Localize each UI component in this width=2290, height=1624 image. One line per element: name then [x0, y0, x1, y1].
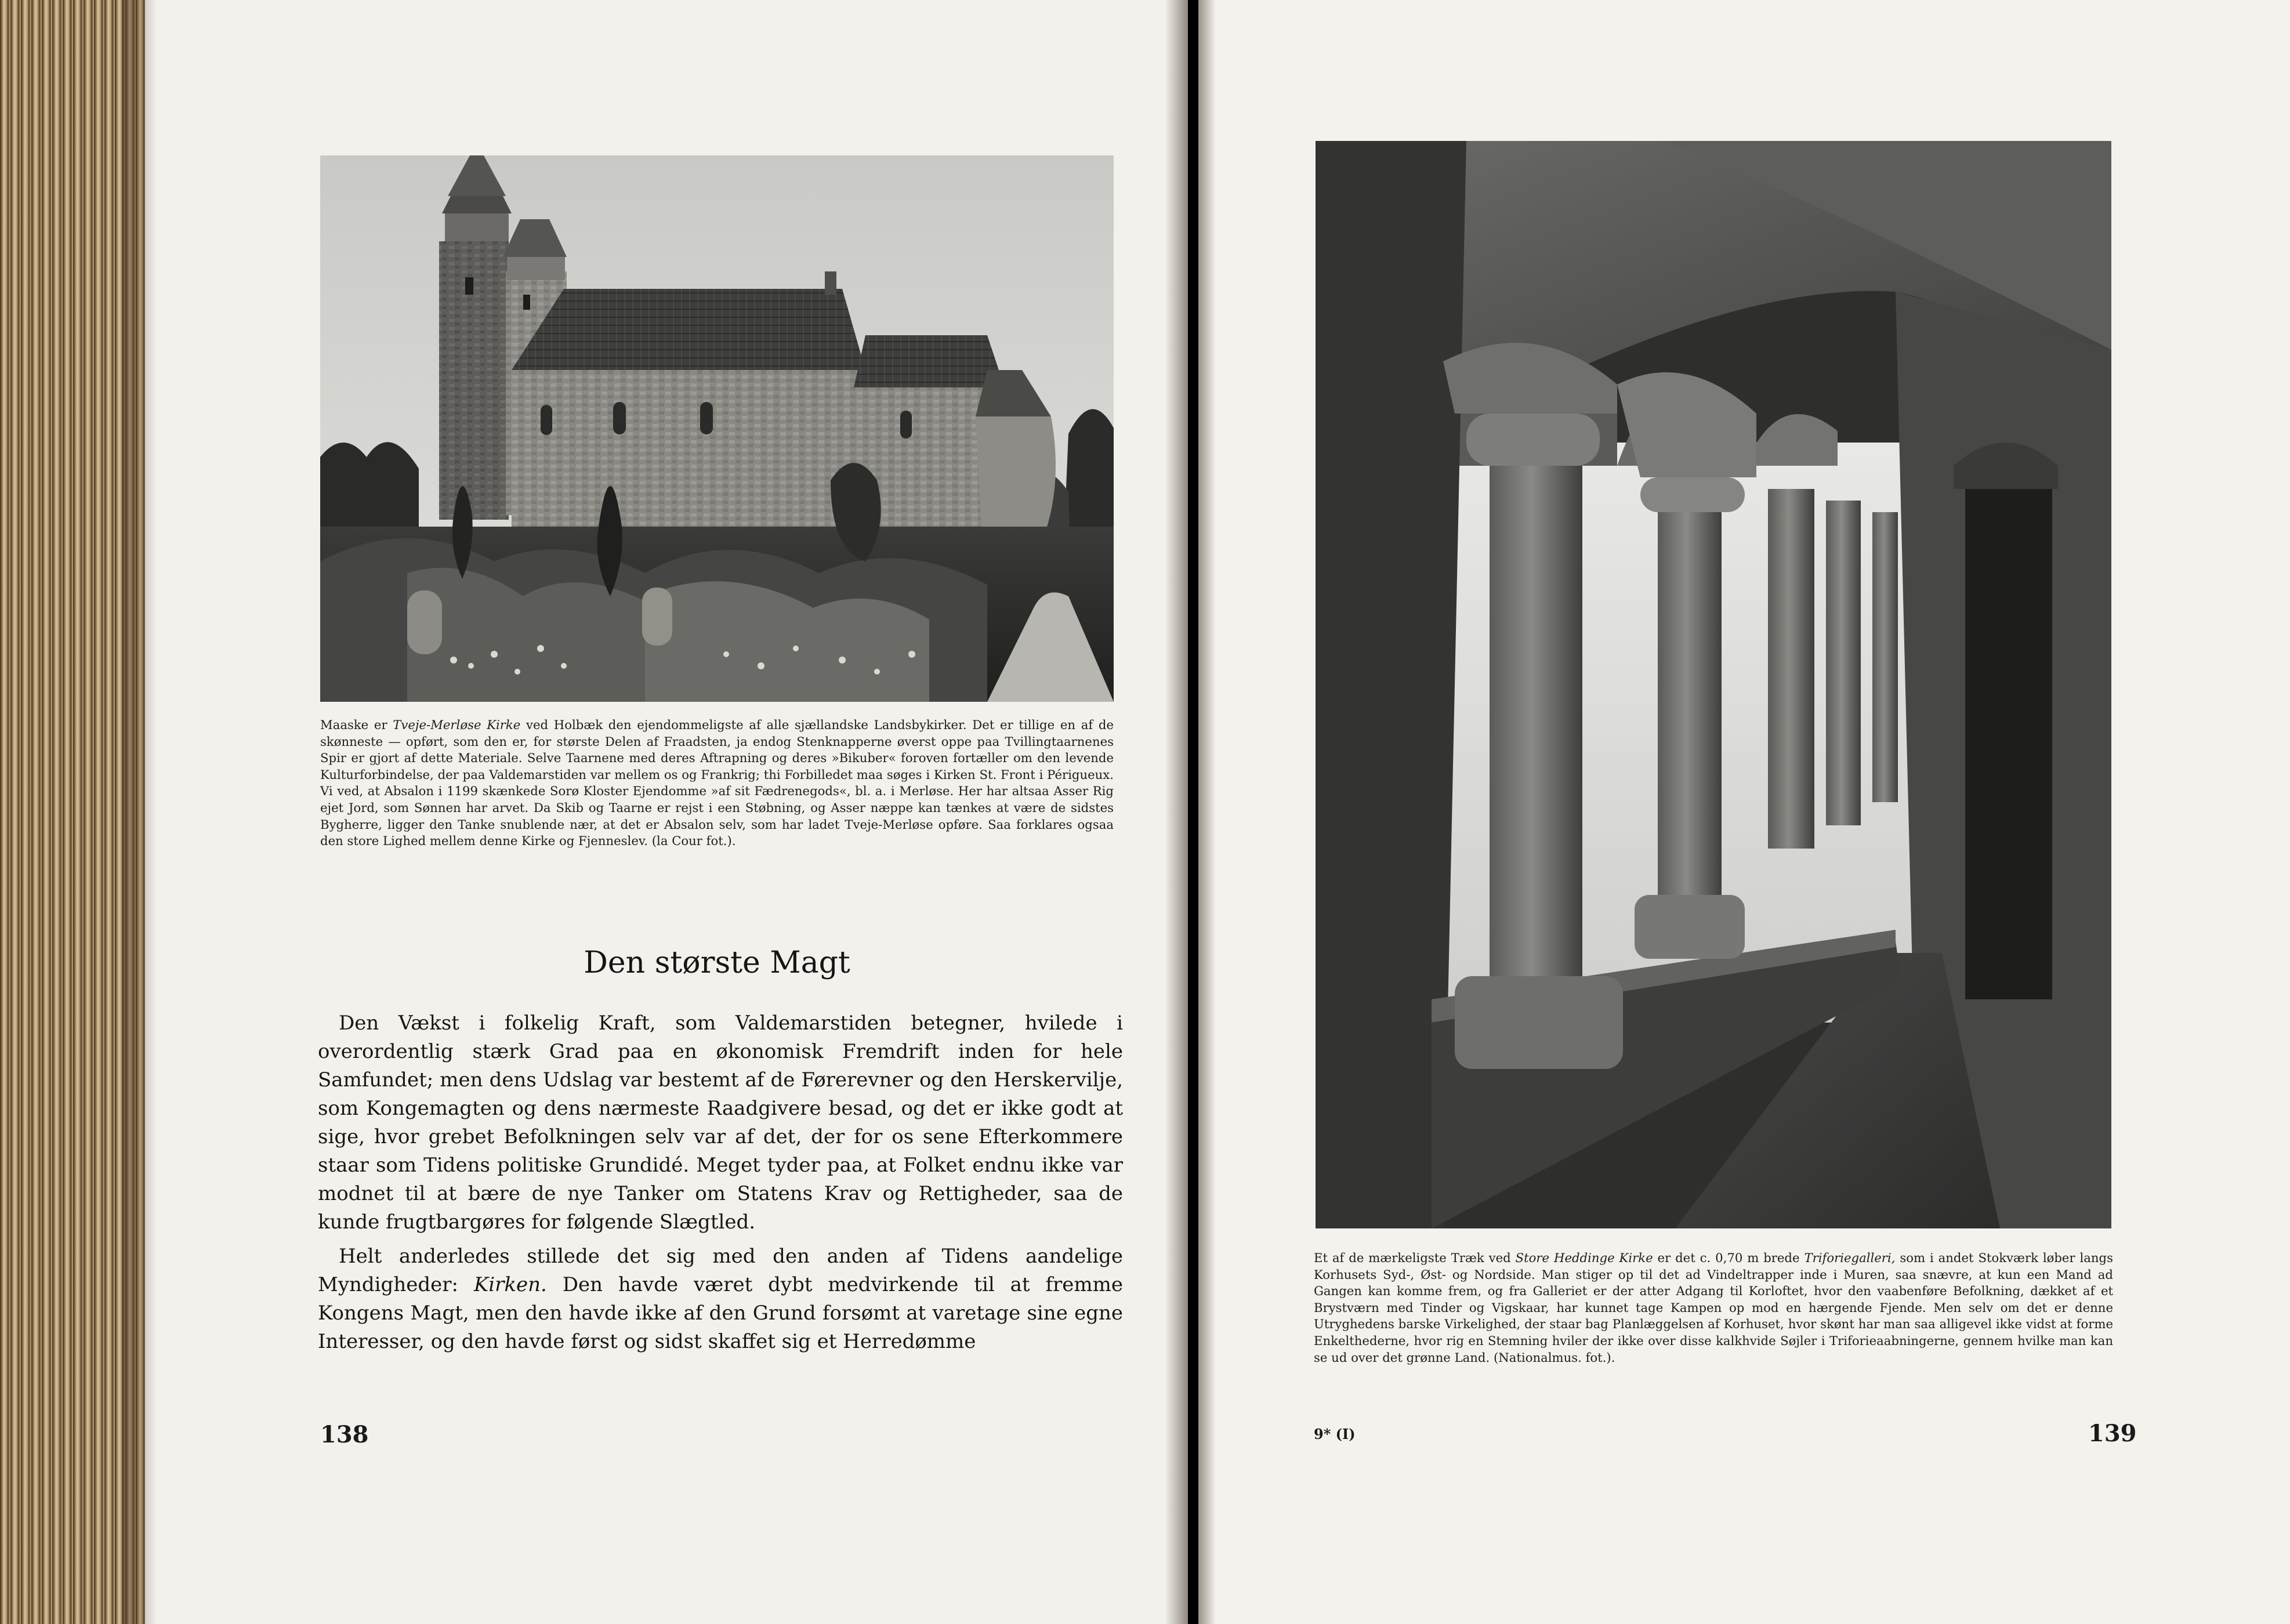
page-number-right: 139: [2088, 1420, 2137, 1447]
caption-text: som i andet Stokværk løber langs Korhusets Syd-, Øst- og Nordside. Man stiger op til det ad Vindeltrapper inde i Muren, saa snævre, at kun een Mand ad Gangen kan komme frem, og fra Galleriet er der atter Adgang til Korloftet, hvor den vaabenføre Befolkning, dækket af et Brystværn med Tinder og Vigskaar, har kunnet tage Kampen op mod en hærgende Fjende. Men selv om det er denne Utryghedens barske Virkelighed, der staar bag Planlæggelsen af Korhuset, hvor skønt har man saa alligevel ikke vidst at forme Enkelthederne, hvor rig en Stemning hviler der ikke over disse kalkhvide Søjler i Triforieaabningerne, gennem hvilke man kan se ud over det grønne Land. (Nationalmus. fot.).: [1314, 1250, 2113, 1365]
gallery-photo-caption: [1314, 1250, 2113, 1366]
caption-term: Triforiegalleri,: [1804, 1250, 1896, 1265]
section-heading: Den største Magt: [584, 945, 850, 980]
caption-text: ved Holbæk den ejendommeligste af alle sjællandske Landsbykirker. Det er tillige en af de skønneste — opført, som den er, for største Delen af Fraadsten, ja endog Stenknapperne øverst oppe paa Tvillingtaarnenes Spir er gjort af dette Materiale. Selve Taarnene med deres Aftrapning og deres »Bikuber« foroven fortæller om den levende Kulturforbindelse, der paa Valdemarstiden var mellem os og Frankrig; thi Forbilledet maa søges i Kirken St. Front i Périgueux. Vi ved, at Absalon i 1199 skænkede Sorø Kloster Ejendomme »af sit Fædrenegods«, bl. a. i Merløse. Her har altsaa Asser Rig ejet Jord, som Sønnen har arvet. Da Skib og Taarne er rejst i een Støbning, og Asser næppe kan tænkes at være de sidstes Bygherre, ligger den Tanke snublende nær, at det er Absalon selv, som har ladet Tveje-Merløse opføre. Saa forklares ogsaa den store Lighed mellem denne Kirke og Fjenneslev. (la Cour fot.).: [320, 717, 1114, 849]
caption-text: er det c. 0,70 m brede: [1653, 1250, 1805, 1265]
signature-mark: 9* (I): [1314, 1426, 1356, 1442]
body-text: [318, 1009, 1123, 1362]
page-number-left: 138: [320, 1421, 369, 1448]
paragraph-italic: Kirken.: [473, 1273, 547, 1296]
paragraph-1: Den Vækst i folkelig Kraft, som Valdemarstiden betegner, hvilede i overordentlig stærk Grad paa en økonomisk Fremdrift inden for hele Samfundet; men dens Udslag var bestemt af de Førerevner og den Herskervilje, som Kongemagten og dens nærmeste Raadgivere besad, og det er ikke godt at sige, hvor grebet Befolkningen selv var af det, der for os sene Efterkommere staar som Tidens politiske Grundidé. Meget tyder paa, at Folket endnu ikke var modnet til at bære de nye Tanker om Statens Krav og Rettigheder, saa de kunde frugtbargøres for følgende Slægtled.: [318, 1012, 1123, 1234]
church-photo: [320, 155, 1114, 702]
paragraph-2: [318, 1242, 1123, 1356]
caption-church-name: Store Heddinge Kirke: [1515, 1250, 1653, 1265]
caption-text: Maaske er: [320, 717, 393, 732]
spine-shadow-right: [1198, 0, 1216, 1624]
church-photo-caption: [320, 717, 1114, 850]
spine-shadow-left: [1165, 0, 1188, 1624]
caption-text: Et af de mærkeligste Træk ved: [1314, 1250, 1516, 1265]
paragraph-text: Den havde været dybt medvirkende til at fremme Kongens Magt, men den havde ikke af den Grund forsømt at varetage sine egne Interesser, og den havde først og sidst skaffet sig et Herredømme: [318, 1273, 1123, 1353]
page-edge-shadow: [122, 0, 157, 1624]
caption-church-name: Tveje-Merløse Kirke: [393, 717, 521, 732]
paragraph-text: Helt anderledes stillede det sig med den anden af Tidens aandelige Myndigheder:: [318, 1245, 1123, 1296]
triforium-gallery-photo: [1316, 141, 2111, 1228]
